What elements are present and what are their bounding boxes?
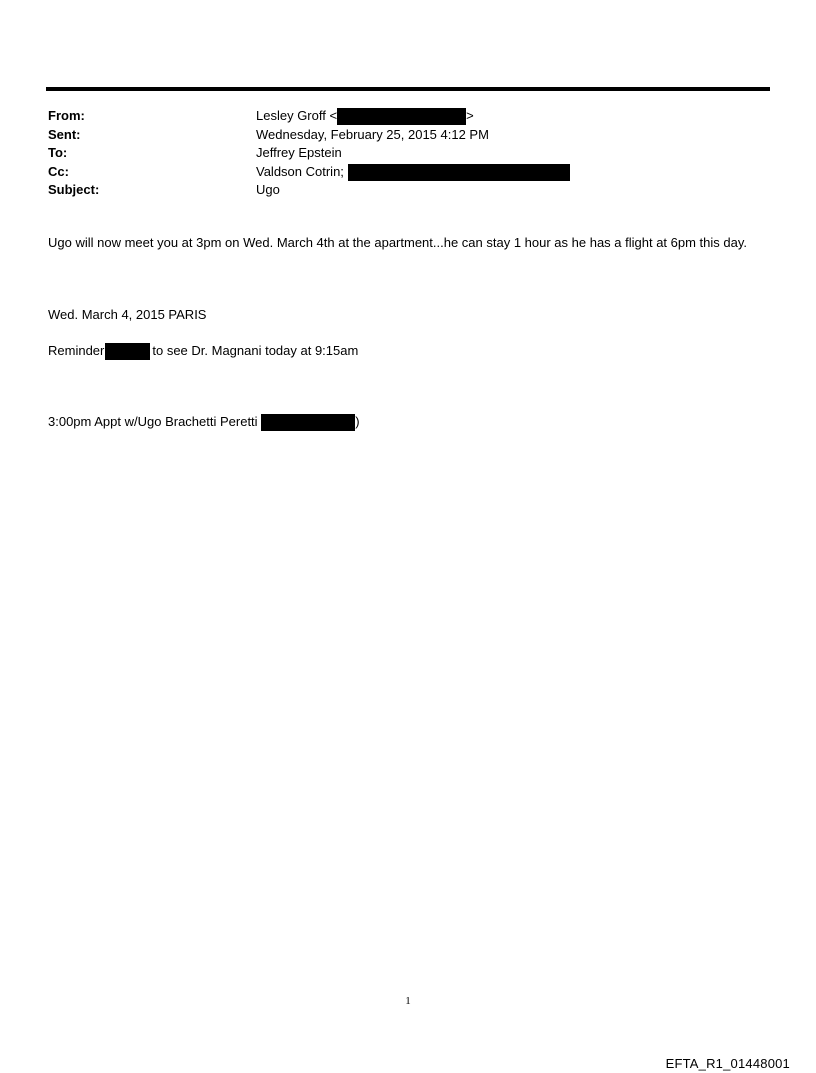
redacted-name <box>105 343 150 360</box>
cc-recipient: Valdson Cotrin; <box>256 163 344 179</box>
from-label: From: <box>48 108 85 123</box>
to-value: Jeffrey Epstein <box>256 145 342 160</box>
redacted-cc-recipient <box>348 164 570 181</box>
date-line: Wed. March 4, 2015 PARIS <box>48 307 207 322</box>
subject-row <box>48 181 770 200</box>
reminder-line <box>48 341 768 360</box>
redacted-sender-email <box>337 108 466 125</box>
subject-value: Ugo <box>256 182 280 197</box>
reminder-suffix: to see Dr. Magnani today at 9:15am <box>152 343 359 358</box>
cc-value <box>256 163 570 182</box>
from-value <box>256 107 474 126</box>
page-number: 1 <box>405 995 411 1007</box>
subject-label: Subject: <box>48 182 100 197</box>
to-label: To: <box>48 145 68 160</box>
header-divider <box>46 87 770 91</box>
document-id: EFTA_R1_01448001 <box>665 1056 790 1071</box>
to-row <box>48 144 770 163</box>
cc-row <box>48 163 770 182</box>
redacted-appointment-detail <box>261 414 355 431</box>
appointment-prefix: 3:00pm Appt w/Ugo Brachetti Peretti <box>48 414 258 429</box>
email-header <box>48 107 770 200</box>
reminder-prefix: Reminder <box>48 343 105 358</box>
appointment-line <box>48 412 768 431</box>
sent-row <box>48 126 770 145</box>
appointment-suffix: ) <box>355 414 360 429</box>
sender-name: Lesley Groff <box>256 108 326 123</box>
sent-value: Wednesday, February 25, 2015 4:12 PM <box>256 126 489 142</box>
cc-label: Cc: <box>48 163 69 179</box>
message-paragraph: Ugo will now meet you at 3pm on Wed. March 4th at the apartment...he can stay 1 hour as he has a flight at 6pm this day. <box>48 235 748 250</box>
email-close-bracket: > <box>466 108 474 123</box>
sent-label: Sent: <box>48 126 81 142</box>
email-open-bracket: < <box>329 108 338 123</box>
from-row <box>48 107 770 126</box>
